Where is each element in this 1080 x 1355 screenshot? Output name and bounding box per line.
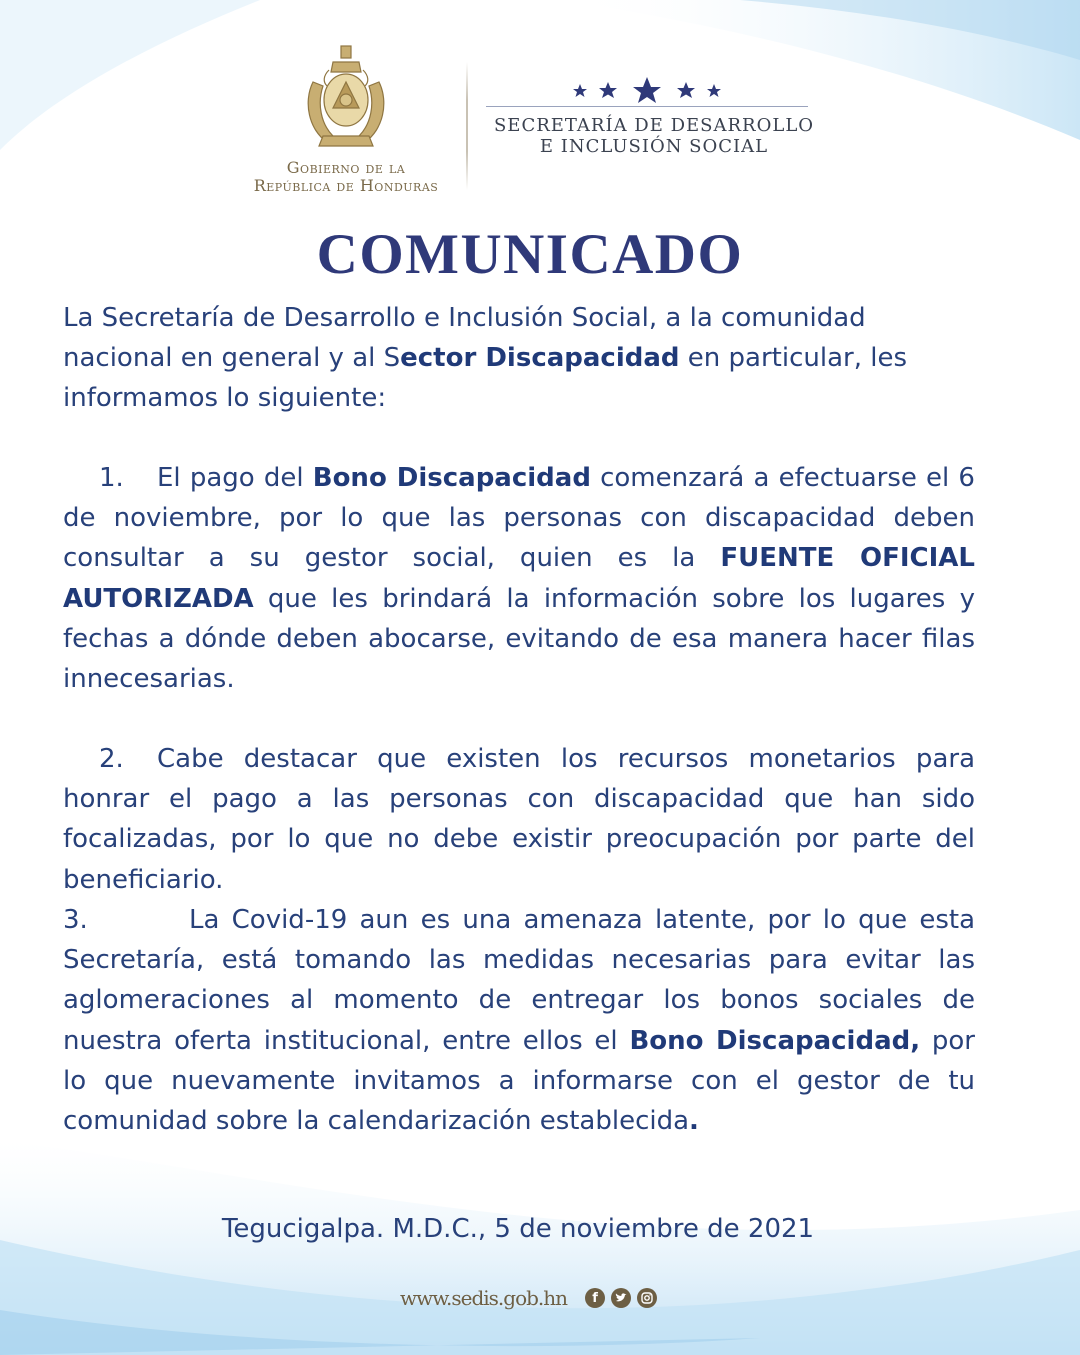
secretaria-name-line2: E INCLUSIÓN SOCIAL xyxy=(539,136,769,157)
honduras-coat-of-arms-icon xyxy=(303,42,389,152)
secretaria-rule xyxy=(486,106,808,107)
item-number: 3. xyxy=(63,905,88,935)
government-name-line1-text: Gobierno de la xyxy=(286,158,406,177)
website-link[interactable]: www.sedis.gob.hn xyxy=(400,1286,568,1310)
list-item-1 xyxy=(63,458,975,699)
list-item-3 xyxy=(63,900,975,1141)
item-text: por lo que nuevamente invitamos a informarse con el gestor de tu comunidad sobre la calendarización establecida xyxy=(63,1025,975,1137)
government-name-line1 xyxy=(230,158,462,177)
item-text: que les brindará la información sobre los lugares y fechas a dónde deben abocarse, evitando de esa manera hacer filas innecesarias. xyxy=(63,583,975,695)
item-text: La Covid-19 aun es una amenaza latente, por lo que esta Secretaría, está tomando las medidas necesarias para evitar las aglomeraciones al momento de entregar los bonos sociales de nuestra oferta institucional, entre ellos el xyxy=(63,905,975,1056)
five-stars-icon xyxy=(568,74,728,106)
item-bold: . xyxy=(689,1106,699,1137)
item-number: 1. xyxy=(99,463,124,493)
item-bold: FUENTE OFICIAL AUTORIZADA xyxy=(63,543,975,614)
instagram-icon[interactable] xyxy=(637,1288,657,1308)
item-text: Cabe destacar que existen los recursos monetarios para honrar el pago a las personas con discapacidad que han sido focalizadas, por lo que no debe existir preocupación por parte del beneficiario. xyxy=(63,744,975,895)
dateline: Tegucigalpa. M.D.C., 5 de noviembre de 2021 xyxy=(221,1214,815,1244)
list-item-2 xyxy=(63,739,975,900)
government-name-line2 xyxy=(230,176,462,195)
intro-text-2: en particular, les informamos lo siguiente: xyxy=(63,343,907,414)
government-name-line2-text: República de Honduras xyxy=(253,176,439,195)
item-text: comenzará a efectuarse el 6 de noviembre, por lo que las personas con discapacidad deben consultar a su gestor social, quien es la xyxy=(63,463,975,574)
page-title: COMUNICADO xyxy=(316,223,744,286)
item-bold: Bono Discapacidad, xyxy=(629,1025,921,1056)
item-number: 2. xyxy=(99,744,124,774)
intro-paragraph xyxy=(63,298,975,419)
item-text: El pago del xyxy=(157,463,313,493)
footer xyxy=(400,1284,663,1312)
item-bold: Bono Discapacidad xyxy=(312,463,591,493)
secretaria-name-line1: SECRETARÍA DE DESARROLLO xyxy=(493,115,815,136)
header-divider xyxy=(466,62,468,190)
twitter-icon[interactable] xyxy=(611,1288,631,1308)
intro-bold: ector Discapacidad xyxy=(400,343,680,374)
intro-text-1: La Secretaría de Desarrollo e Inclusión Social, a la comunidad nacional en general y al S xyxy=(63,303,866,374)
facebook-icon[interactable]: f xyxy=(585,1288,605,1308)
